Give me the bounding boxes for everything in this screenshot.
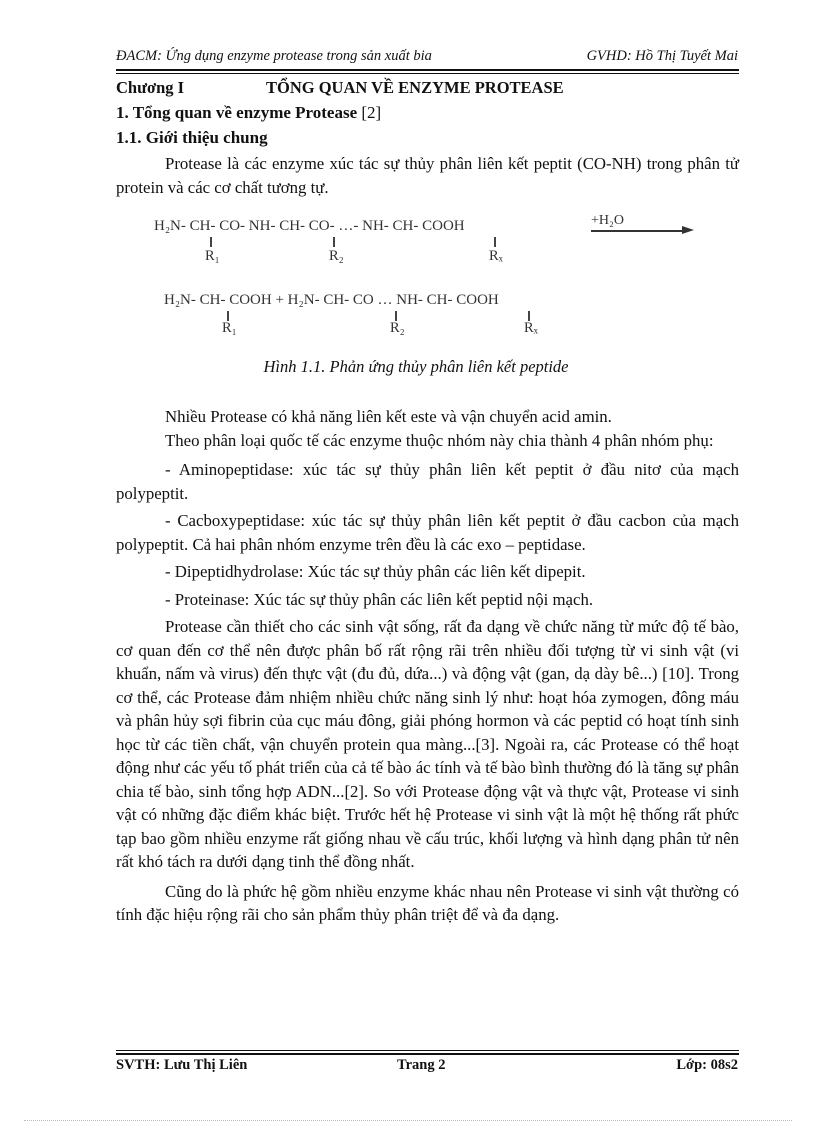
reaction-product-r2: R₂: [390, 320, 405, 336]
body-text: [116, 405, 739, 927]
list-item-proteinase: - Proteinase: Xúc tác sự thủy phân các liên kết peptid nội mạch.: [165, 589, 594, 609]
header-rule-thin: [116, 73, 739, 74]
footer-rule-thin: [116, 1050, 739, 1051]
list-item-cacboxypeptidase: - Cacboxypeptidase: xúc tác sự thủy phân liên kết peptit ở đầu cacbon của mạch polypeptit. Cả hai phân nhóm enzyme trên đều là các exo – peptidase.: [116, 511, 739, 554]
reaction-bond: [210, 237, 212, 247]
footer-student: SVTH: Lưu Thị Liên: [116, 1057, 248, 1073]
reaction-arrow-line: [591, 230, 686, 232]
reaction-product-line: H₂N- CH- COOH + H₂N- CH- CO … NH- CH- COOH: [164, 292, 499, 308]
chapter-title: TỔNG QUAN VỀ ENZYME PROTEASE: [266, 78, 564, 97]
header-supervisor: GVHD: Hồ Thị Tuyết Mai: [586, 48, 738, 64]
reaction-reactant-line: H₂N- CH- CO- NH- CH- CO- …- NH- CH- COOH: [154, 218, 465, 234]
header-rule-thick: [116, 69, 739, 71]
paragraph: Cũng do là phức hệ gồm nhiều enzyme khác nhau nên Protease vi sinh vật thường có tính đặc hiệu rộng rãi cho sản phẩm thủy phân triệt để và đa dạng.: [116, 881, 739, 924]
section-heading-1: [116, 103, 381, 123]
reaction-rx: Rₓ: [489, 248, 503, 264]
list-item-aminopeptidase: - Aminopeptidase: xúc tác sự thủy phân liên kết peptit ở đầu nitơ của mạch polypeptit.: [116, 460, 739, 503]
reaction-bond: [333, 237, 335, 247]
reaction-product-rx: Rₓ: [524, 320, 538, 336]
footer-class: Lớp: 08s2: [676, 1057, 738, 1073]
intro-text: Protease là các enzyme xúc tác sự thủy phân liên kết peptit (CO-NH) trong phân tử protein và các cơ chất tương tự.: [116, 154, 739, 197]
header-project-title: ĐACM: Ứng dụng enzyme protease trong sản xuất bia: [116, 48, 432, 64]
chapter-heading: [116, 78, 564, 98]
list-item-dipeptidhydrolase: - Dipeptidhydrolase: Xúc tác sự thủy phân các liên kết dipepit.: [165, 562, 586, 581]
paragraph: Nhiều Protease có khả năng liên kết este và vận chuyển acid amin.: [165, 407, 612, 426]
reaction-bond: [494, 237, 496, 247]
footer-rule-thick: [116, 1053, 739, 1055]
reaction-arrow-label: +H₂O: [591, 213, 624, 228]
reaction-arrowhead: [682, 226, 694, 234]
page-bottom-divider: [24, 1120, 792, 1121]
section-heading-1-ref: [2]: [361, 103, 382, 122]
hydrolysis-reaction: [150, 214, 710, 344]
section-heading-1-text: 1. Tổng quan về enzyme Protease: [116, 103, 358, 122]
intro-paragraph: [116, 152, 739, 199]
page-footer: [116, 1057, 738, 1077]
reaction-product-r1: R₁: [222, 320, 237, 336]
reaction-r1: R₁: [205, 248, 220, 264]
paragraph: Protease cần thiết cho các sinh vật sống, rất đa dạng về chức năng từ mức độ tế bào, cơ quan đến cơ thể nên được phân bố rất rộng rãi trên nhiều đối tượng từ vi sinh vật (vi khuẩn, nấm và virus) đến thực vật (đu đủ, dứa...) và động vật (gan, dạ dày bê...) [10]. Trong cơ thể, các Protease đảm nhiệm nhiều chức năng sinh lý như: hoạt hóa zymogen, đông máu và phân hủy sợi fibrin của cục máu đông, giải phóng hormon và các peptid có hoạt tính sinh học từ các tiền chất, vận chuyển protein qua màng...[3]. Ngoài ra, các Protease có thể hoạt động như các yếu tố phát triển của cả tế bào ác tính và tế bào bình thường đó là tăng sự phân chia tế bào, sinh tổng hợp ADN...[2]. So với Protease động vật và thực vật, Protease vi sinh vật có những đặc điểm khác biệt. Trước hết hệ Protease vi sinh vật là một hệ thống rất phức tạp bao gồm nhiều enzyme rất giống nhau về cấu trúc, khối lượng và hình dạng phân tử nên rất khó tách ra dưới dạng tinh thể đồng nhất.: [116, 617, 739, 871]
page-header: [116, 48, 738, 68]
paragraph: Theo phân loại quốc tế các enzyme thuộc nhóm này chia thành 4 phân nhóm phụ:: [165, 430, 714, 450]
reaction-r2: R₂: [329, 248, 344, 264]
footer-page-number: Trang 2: [397, 1057, 446, 1073]
section-heading-1-1: 1.1. Giới thiệu chung: [116, 128, 268, 147]
chapter-label: Chương I: [116, 78, 185, 97]
figure-caption: Hình 1.1. Phản ứng thủy phân liên kết peptide: [263, 357, 569, 376]
